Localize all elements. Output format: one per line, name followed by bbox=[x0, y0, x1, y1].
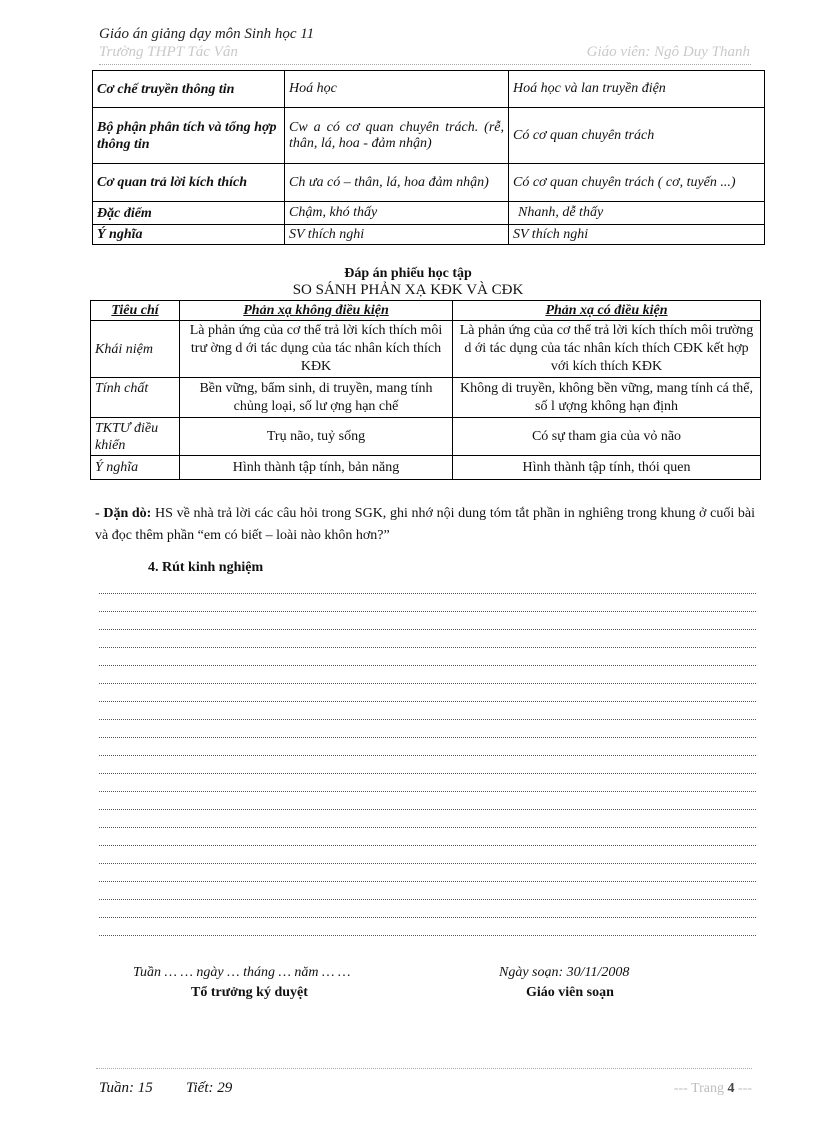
school-name: Trường THPT Tác Vân bbox=[99, 44, 238, 60]
row-label: Cơ quan trả lời kích thích bbox=[93, 164, 285, 202]
row-label: Cơ chế truyền thông tin bbox=[93, 71, 285, 108]
writing-line bbox=[99, 863, 756, 864]
table-row bbox=[93, 225, 765, 245]
writing-line bbox=[99, 611, 756, 612]
writing-line bbox=[99, 845, 756, 846]
plant-cell: Chậm, khó thấy bbox=[285, 202, 509, 225]
table-row bbox=[91, 378, 761, 418]
prepared-date: Ngày soạn: 30/11/2008 bbox=[499, 965, 630, 980]
writing-line bbox=[99, 917, 756, 918]
writing-line bbox=[99, 881, 756, 882]
writing-line bbox=[99, 701, 756, 702]
footer-week: Tuần: 15 bbox=[99, 1080, 153, 1096]
conditioned-cell: Không di truyền, không bền vững, mang tính cá thể, số l ượng không hạn định bbox=[453, 378, 761, 418]
plant-cell: Hoá học bbox=[285, 71, 509, 108]
writing-line bbox=[99, 809, 756, 810]
reflex-comparison-table bbox=[90, 300, 761, 480]
table-row bbox=[93, 71, 765, 108]
writing-line bbox=[99, 755, 756, 756]
writing-line bbox=[99, 791, 756, 792]
writing-line bbox=[99, 773, 756, 774]
writing-line bbox=[99, 737, 756, 738]
homework-note bbox=[95, 503, 755, 547]
unconditioned-cell: Bền vững, bẩm sinh, di truyền, mang tính chủng loại, số lư ợng hạn chế bbox=[180, 378, 453, 418]
header-conditioned: Phản xạ có điều kiện bbox=[453, 301, 761, 321]
writing-line bbox=[99, 629, 756, 630]
answer-subtitle: SO SÁNH PHẢN XẠ KĐK VÀ CĐK bbox=[292, 282, 524, 298]
writing-line bbox=[99, 899, 756, 900]
approval-date: Tuần … … ngày … tháng … năm … … bbox=[133, 965, 351, 980]
page-suffix: --- bbox=[734, 1081, 752, 1096]
criteria-cell: Ý nghĩa bbox=[91, 456, 180, 480]
table-row bbox=[91, 321, 761, 378]
row-label: Bộ phận phân tích và tổng hợp thông tin bbox=[93, 108, 285, 164]
header-criteria: Tiêu chí bbox=[91, 301, 180, 321]
writing-line bbox=[99, 719, 756, 720]
row-label: Đặc điểm bbox=[93, 202, 285, 225]
criteria-cell: Tính chất bbox=[91, 378, 180, 418]
table-header-row bbox=[91, 301, 761, 321]
page-prefix: --- Trang bbox=[673, 1081, 728, 1096]
unconditioned-cell: Hình thành tập tính, bản năng bbox=[180, 456, 453, 480]
page-number bbox=[674, 1081, 752, 1097]
criteria-cell: Khái niệm bbox=[91, 321, 180, 378]
header-divider bbox=[99, 64, 751, 65]
unconditioned-cell: Trụ não, tuỷ sống bbox=[180, 418, 453, 456]
table-row bbox=[91, 418, 761, 456]
table-row bbox=[93, 108, 765, 164]
table-row bbox=[91, 456, 761, 480]
animal-cell: Hoá học và lan truyền điện bbox=[509, 71, 765, 108]
homework-text: HS về nhà trả lời các câu hỏi trong SGK, ghi nhớ nội dung tóm tắt phần in nghiêng trong khung ở cuối bài và đọc thêm phần “em có biết – loài nào khôn hơn?” bbox=[95, 506, 755, 543]
table-row bbox=[93, 164, 765, 202]
writing-line bbox=[99, 647, 756, 648]
experience-heading: 4. Rút kinh nghiệm bbox=[148, 560, 264, 575]
writing-line bbox=[99, 935, 756, 936]
prepared-role: Giáo viên soạn bbox=[526, 985, 614, 1000]
approval-role: Tổ trưởng ký duyệt bbox=[191, 985, 308, 1000]
page-num: 4 bbox=[727, 1081, 735, 1096]
footer-divider bbox=[96, 1068, 752, 1069]
animal-cell: SV thích nghi bbox=[509, 225, 765, 245]
plant-cell: Ch ưa có – thân, lá, hoa đảm nhận) bbox=[285, 164, 509, 202]
writing-line bbox=[99, 593, 756, 594]
plant-cell: Cw a có cơ quan chuyên trách. (rễ, thân, lá, hoa - đảm nhận) bbox=[285, 108, 509, 164]
sensing-comparison-table bbox=[92, 70, 765, 245]
conditioned-cell: Là phản ứng của cơ thể trả lời kích thích môi trường d ới tác dụng của tác nhân kích thích CĐK kết hợp với kích thích KĐK bbox=[453, 321, 761, 378]
conditioned-cell: Hình thành tập tính, thói quen bbox=[453, 456, 761, 480]
criteria-cell: TKTƯ điều khiển bbox=[91, 418, 180, 456]
writing-line bbox=[99, 665, 756, 666]
animal-cell: Có cơ quan chuyên trách bbox=[509, 108, 765, 164]
animal-cell: Có cơ quan chuyên trách ( cơ, tuyến ...) bbox=[509, 164, 765, 202]
plant-cell: SV thích nghi bbox=[285, 225, 509, 245]
header-unconditioned: Phản xạ không điều kiện bbox=[180, 301, 453, 321]
answer-title: Đáp án phiếu học tập bbox=[344, 266, 472, 281]
writing-line bbox=[99, 827, 756, 828]
footer-period: Tiết: 29 bbox=[186, 1080, 233, 1096]
row-label: Ý nghĩa bbox=[93, 225, 285, 245]
teacher-name: Giáo viên: Ngô Duy Thanh bbox=[586, 44, 750, 60]
conditioned-cell: Có sự tham gia của vỏ não bbox=[453, 418, 761, 456]
writing-line bbox=[99, 683, 756, 684]
homework-lead: - Dặn dò: bbox=[95, 506, 152, 521]
unconditioned-cell: Là phản ứng của cơ thể trả lời kích thích môi trư ờng d ới tác dụng của tác nhân kích thích KĐK bbox=[180, 321, 453, 378]
doc-header-title: Giáo án giảng dạy môn Sinh học 11 bbox=[99, 26, 315, 42]
table-row bbox=[93, 202, 765, 225]
animal-cell: Nhanh, dễ thấy bbox=[509, 202, 765, 225]
